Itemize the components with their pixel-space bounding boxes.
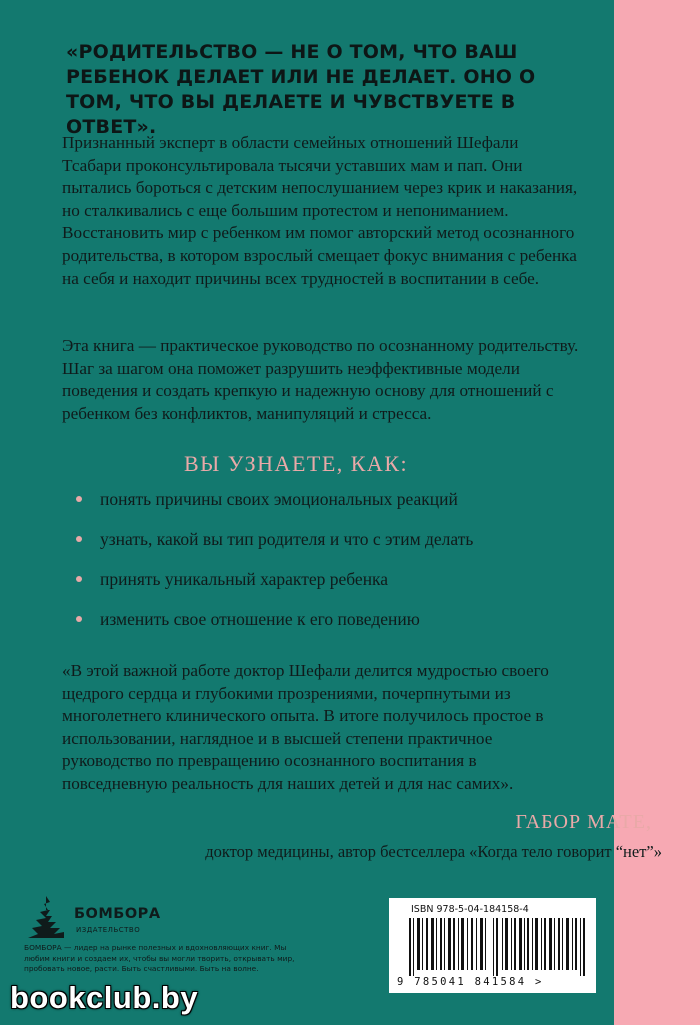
headline-quote: «РОДИТЕЛЬСТВО — НЕ О ТОМ, ЧТО ВАШ РЕБЕНОК ДЕЛАЕТ ИЛИ НЕ ДЕЛАЕТ. ОНО О ТОМ, ЧТО ВЫ ДЕЛАЕТЕ И ЧУВСТВУЕТЕ В ОТВЕТ». bbox=[66, 41, 536, 138]
bullet-dot-icon bbox=[76, 576, 82, 582]
barcode-digits: 9 785041 841584 > bbox=[397, 976, 544, 988]
publisher-description: БОМБОРА — лидер на рынке полезных и вдохновляющих книг. Мы любим книги и создаем их, чтобы вы могли творить, открывать мир, пробовать новое, расти. Быть счастливыми. Быть на волне. bbox=[24, 943, 295, 973]
learn-list-item bbox=[70, 568, 590, 608]
learn-item-text: изменить свое отношение к его поведению bbox=[100, 609, 420, 629]
description-paragraph-2: Эта книга — практическое руководство по осознанному родительству. Шаг за шагом она поможет разрушить неэффективные модели поведения и создать крепкую и надежную основу для отношений с ребенком без конфликтов, манипуляций и стресса. bbox=[62, 336, 579, 423]
learn-item-text: понять причины своих эмоциональных реакций bbox=[100, 489, 458, 509]
bombora-wave-icon bbox=[24, 894, 68, 940]
learn-heading: ВЫ УЗНАЕТЕ, КАК: bbox=[184, 451, 409, 476]
review-author-description: доктор медицины, автор бестселлера «Когда тело говорит “нет”» bbox=[205, 842, 662, 861]
barcode-bars bbox=[407, 918, 587, 976]
bullet-dot-icon bbox=[76, 496, 82, 502]
site-watermark: bookclub.by bbox=[10, 980, 199, 1015]
publisher-name: БОМБОРА bbox=[74, 906, 161, 922]
publisher-subtitle: ИЗДАТЕЛЬСТВО bbox=[76, 926, 141, 934]
bullet-dot-icon bbox=[76, 536, 82, 542]
review-quote: «В этой важной работе доктор Шефали делится мудростью своего щедрого сердца и глубокими прозрениями, почерпнутыми из многолетнего клинического опыта. В итоге получилось простое в использовании, наглядное и в высшей степени практичное руководство по превращению осознанного воспитания в повседневную реальность для наших детей и для нас самих». bbox=[62, 661, 549, 793]
learn-list-item bbox=[70, 528, 590, 568]
learn-list bbox=[70, 488, 590, 648]
publisher-logo bbox=[24, 894, 224, 944]
barcode-block bbox=[389, 898, 596, 993]
book-spine bbox=[614, 0, 700, 1025]
isbn-label: ISBN 978-5-04-184158-4 bbox=[411, 904, 529, 915]
learn-list-item bbox=[70, 608, 590, 648]
learn-item-text: узнать, какой вы тип родителя и что с этим делать bbox=[100, 529, 474, 549]
learn-item-text: принять уникальный характер ребенка bbox=[100, 569, 389, 589]
review-author: ГАБОР МАТЕ, bbox=[515, 811, 652, 833]
description-paragraph-1: Признанный эксперт в области семейных отношений Шефали Тсабари проконсультировала тысячи уставших мам и пап. Они пытались бороться с детским непослушанием через крик и наказания, но сталкивались с еще большим протестом и непониманием. Восстановить мир с ребенком им помог авторский метод осознанного родительства, в котором взрослый смещает фокус внимания с ребенка на себя и находит причины всех трудностей в воспитании в себе. bbox=[62, 133, 578, 288]
learn-list-item bbox=[70, 488, 590, 528]
bullet-dot-icon bbox=[76, 616, 82, 622]
